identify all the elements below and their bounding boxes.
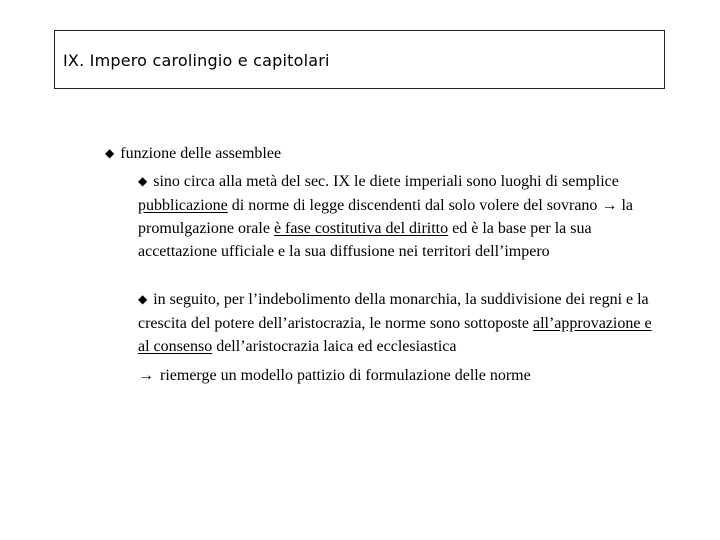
diamond-bullet-icon: ◆: [138, 292, 148, 306]
point-1-text-b: di norme di legge discendenti dal solo volere del sovrano: [227, 197, 602, 214]
section-heading: [105, 142, 281, 166]
heading-text: funzione delle assemblee: [120, 145, 282, 162]
diamond-bullet-icon: ◆: [138, 174, 148, 188]
point-1-text-d: ed è la base per la sua accettazione ufficiale e la sua diffusione nei territori dell’impero: [138, 220, 592, 260]
conclusion-text: riemerge un modello pattizio di formulazione delle norme: [160, 367, 531, 384]
point-2-underline: all’approvazione e al consenso: [138, 315, 652, 355]
point-1-text-c: la promulgazione orale: [138, 197, 633, 237]
point-1-underline-a: pubblicazione: [138, 197, 228, 214]
title-box: [54, 30, 665, 89]
point-1-underline-b: è fase costitutiva del diritto: [273, 220, 449, 237]
slide-title: IX. Impero carolingio e capitolari: [63, 51, 330, 70]
arrow-right-icon: →: [138, 367, 154, 384]
point-1: [138, 170, 658, 263]
diamond-bullet-icon: ◆: [105, 146, 115, 160]
point-1-text-a: sino circa alla metà del sec. IX le diete imperiali sono luoghi di semplice: [153, 173, 619, 190]
arrow-right-icon: →: [601, 197, 618, 214]
point-2-text-b: dell’aristocrazia laica ed ecclesiastica: [212, 338, 457, 355]
conclusion: [138, 364, 658, 387]
point-2: [138, 288, 658, 358]
point-2-text-a: in seguito, per l’indebolimento della monarchia, la suddivisione dei regni e la crescita del potere dell’aristocrazia, le norme sono sottoposte: [138, 291, 649, 332]
